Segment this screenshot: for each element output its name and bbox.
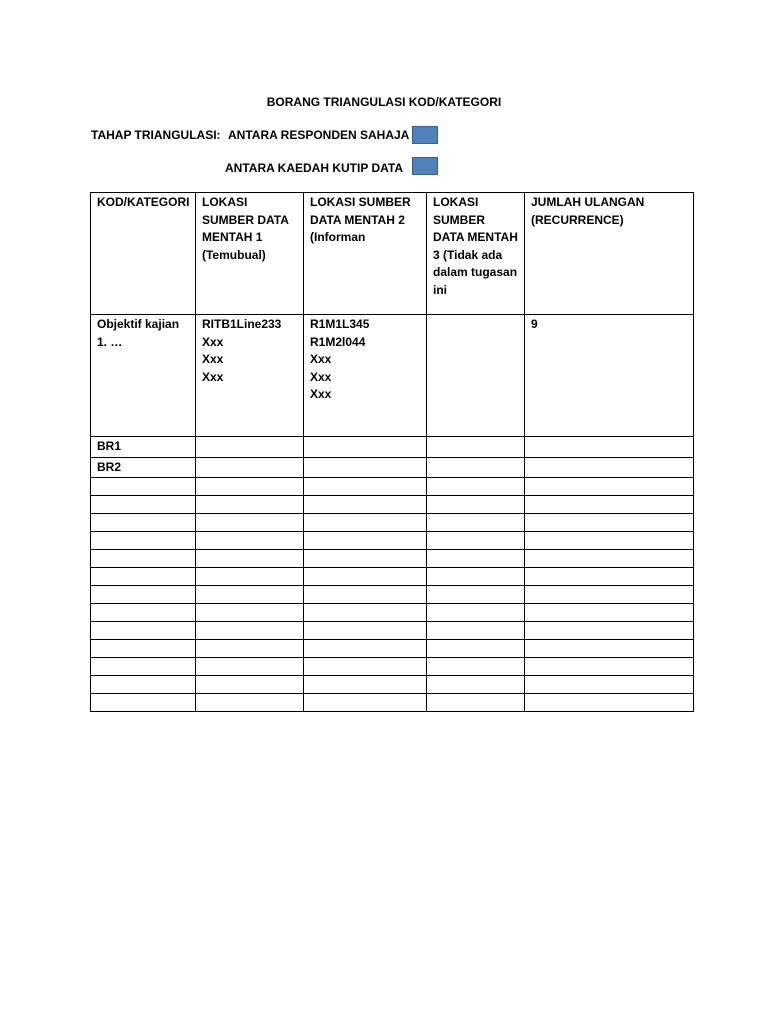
table-cell[interactable] [427,640,525,658]
table-cell[interactable] [525,550,694,568]
table-cell[interactable] [304,496,427,514]
table-cell[interactable] [304,437,427,458]
table-cell[interactable] [304,568,427,586]
header-lokasi-2: LOKASI SUMBER DATA MENTAH 2 (Informan [304,193,427,315]
objective-kod-cell[interactable]: Objektif kajian 1. … [91,315,196,437]
antara-responden-checkbox[interactable] [412,126,438,144]
table-cell[interactable] [427,694,525,712]
table-cell[interactable] [525,437,694,458]
table-cell[interactable] [91,676,196,694]
table-cell[interactable] [304,514,427,532]
table-row [91,496,694,514]
table-row [91,658,694,676]
table-cell[interactable] [196,658,304,676]
table-cell[interactable] [196,586,304,604]
table-row [91,478,694,496]
table-cell[interactable] [91,658,196,676]
table-cell[interactable] [304,604,427,622]
table-cell[interactable] [427,568,525,586]
table-cell[interactable] [304,550,427,568]
table-cell[interactable] [91,532,196,550]
table-cell[interactable] [304,457,427,478]
table-row [91,676,694,694]
table-row [91,514,694,532]
table-cell[interactable] [91,514,196,532]
header-kod-kategori: KOD/KATEGORI [91,193,196,315]
table-cell[interactable] [427,550,525,568]
table-cell[interactable] [91,568,196,586]
table-cell[interactable] [196,437,304,458]
table-cell[interactable] [304,694,427,712]
table-cell[interactable] [304,676,427,694]
table-cell[interactable] [525,496,694,514]
table-row [91,604,694,622]
table-cell[interactable] [525,640,694,658]
table-row [91,457,694,478]
table-cell[interactable] [91,640,196,658]
table-cell[interactable] [91,478,196,496]
table-cell[interactable] [427,622,525,640]
table-cell[interactable] [427,586,525,604]
table-cell[interactable] [525,514,694,532]
table-cell[interactable] [196,496,304,514]
table-cell[interactable] [427,457,525,478]
table-cell[interactable] [525,478,694,496]
table-cell[interactable] [91,586,196,604]
triangulation-table [90,192,694,712]
table-cell[interactable] [427,437,525,458]
table-row [91,586,694,604]
option-antara-kaedah-label: ANTARA KAEDAH KUTIP DATA [225,161,403,175]
table-cell[interactable] [525,568,694,586]
table-row [91,694,694,712]
tahap-triangulasi-label: TAHAP TRIANGULASI: [91,128,221,142]
table-cell[interactable] [427,604,525,622]
objective-row [91,315,694,437]
table-cell[interactable]: BR2 [91,457,196,478]
table-cell[interactable] [304,586,427,604]
table-cell[interactable] [196,532,304,550]
table-cell[interactable] [196,694,304,712]
table-cell[interactable] [196,604,304,622]
table-cell[interactable] [304,532,427,550]
table-row [91,622,694,640]
table-cell[interactable] [196,676,304,694]
table-cell[interactable]: BR1 [91,437,196,458]
table-cell[interactable] [91,622,196,640]
table-row [91,437,694,458]
table-cell[interactable] [304,658,427,676]
table-cell[interactable] [304,478,427,496]
table-cell[interactable] [196,622,304,640]
table-cell[interactable] [91,694,196,712]
table-cell[interactable] [525,604,694,622]
table-cell[interactable] [304,622,427,640]
option-antara-responden-label: ANTARA RESPONDEN SAHAJA [228,128,410,142]
table-cell[interactable] [427,532,525,550]
table-cell[interactable] [91,550,196,568]
table-row [91,550,694,568]
table-cell[interactable] [525,658,694,676]
table-row [91,640,694,658]
table-cell[interactable] [196,568,304,586]
antara-kaedah-checkbox[interactable] [412,157,438,175]
table-cell[interactable] [196,457,304,478]
table-cell[interactable] [91,604,196,622]
table-row [91,532,694,550]
table-cell[interactable] [525,457,694,478]
table-cell[interactable] [91,496,196,514]
table-cell[interactable] [427,496,525,514]
table-cell[interactable] [304,640,427,658]
table-cell[interactable] [525,694,694,712]
header-jumlah-ulangan: JUMLAH ULANGAN (RECURRENCE) [525,193,694,315]
table-cell[interactable] [427,478,525,496]
table-row [91,568,694,586]
objective-lokasi2-cell[interactable]: R1M1L345 R1M2l044 Xxx Xxx Xxx [304,315,427,437]
table-cell[interactable] [427,676,525,694]
header-lokasi-1: LOKASI SUMBER DATA MENTAH 1 (Temubual) [196,193,304,315]
document-title: BORANG TRIANGULASI KOD/KATEGORI [266,95,502,109]
table-cell[interactable] [525,676,694,694]
table-cell[interactable] [196,478,304,496]
objective-jumlah-cell[interactable]: 9 [525,315,694,437]
table-cell[interactable] [525,532,694,550]
table-cell[interactable] [427,658,525,676]
table-header-row [91,193,694,315]
header-lokasi-3: LOKASI SUMBER DATA MENTAH 3 (Tidak ada dalam tugasan ini [427,193,525,315]
table-cell[interactable] [427,514,525,532]
table-cell[interactable] [525,586,694,604]
objective-lokasi1-cell[interactable]: RITB1Line233 Xxx Xxx Xxx [196,315,304,437]
objective-lokasi3-cell[interactable] [427,315,525,437]
table-cell[interactable] [525,622,694,640]
table-cell[interactable] [196,640,304,658]
table-cell[interactable] [196,514,304,532]
table-cell[interactable] [196,550,304,568]
